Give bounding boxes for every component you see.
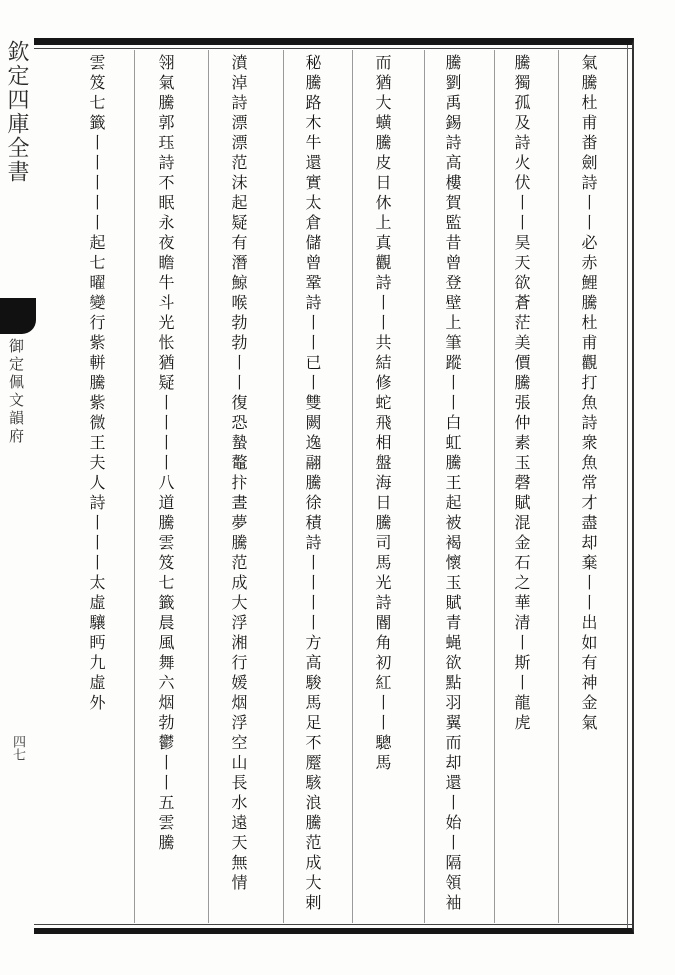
text-column: 而猶大蟥騰皮日休上真觀詩丨丨共結修蛇飛相盤海日騰司馬光詩閽角初紅丨丨驄馬	[373, 54, 392, 774]
margin-title: 御定佩文韻府	[7, 338, 25, 446]
inner-bottom-rule	[34, 924, 632, 925]
column-rule	[424, 50, 425, 923]
page-border	[34, 38, 634, 934]
text-column: 氣騰杜甫畨劍詩丨丨必赤鯉騰杜甫觀打魚詩衆魚常才盡却棄丨丨出如有神金氣	[579, 54, 598, 734]
page-number: 四七	[10, 735, 25, 761]
book-edge-title: 欽定四庫全書	[4, 40, 29, 184]
column-rule	[134, 50, 135, 923]
column-rule	[558, 50, 559, 923]
column-rule	[208, 50, 209, 923]
column-rule	[494, 50, 495, 923]
inner-right-rule	[627, 45, 628, 928]
fishtail-mark	[0, 298, 36, 334]
inner-top-rule	[34, 48, 632, 49]
text-column: 雲笈七籤丨丨丨丨丨起七曜變行紫軿騰紫微王夫人詩丨丨丨太虛驤眄九虛外	[87, 54, 106, 714]
text-column: 翎氣騰郭珏詩不眠永夜瞻牛斗光怅猶疑丨丨丨丨八道騰雲笈七籤晨風舞六烟勃鬱丨丨五雲騰	[156, 54, 175, 854]
text-column: 濆淖詩漂漂范沫起疑有潛鯨喉勃勃丨丨復恐蟄鼇抃晝夢騰范成大浮湘行媛烟浮空山長水遠天無情	[229, 54, 248, 894]
column-rule	[352, 50, 353, 923]
column-rule	[283, 50, 284, 923]
text-column: 騰劉禹錫詩高樓賀監昔曾登壁上筆蹤丨丨白虹騰王起被褐懷玉賦青蝇欲點羽翼而却還丨始丨隔領袖	[443, 54, 462, 914]
text-column: 秘騰路木牛還實太倉儲曾鞏詩丨丨已丨雙闕逸翮騰徐積詩丨丨丨丨方高駿馬足不蹷駭浪騰范成大剌	[303, 54, 322, 914]
text-column: 騰獨孤及詩火伏丨丨昊天欲蒼茫美價騰張仲素玉磬賦混金石之華清丨斯丨龍虎	[512, 54, 531, 734]
